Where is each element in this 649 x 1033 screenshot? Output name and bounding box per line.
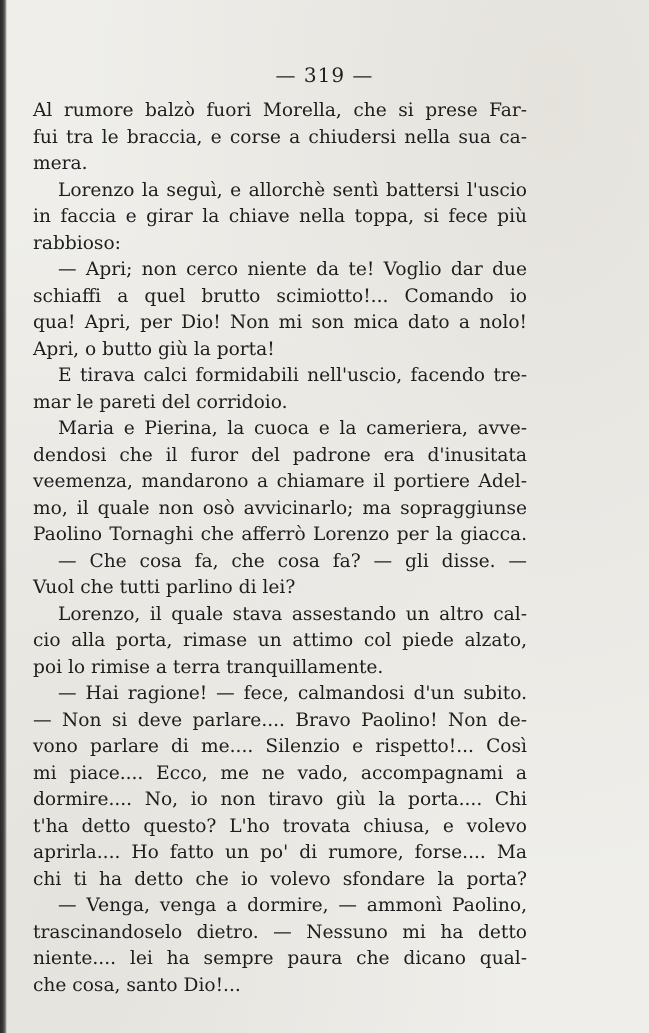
text-line: schiaffi a quel brutto scimiotto!... Comando io — [33, 285, 527, 307]
text-line: mi piace.... Ecco, me ne vado, accompagnami a — [33, 762, 527, 784]
text-line: in faccia e girar la chiave nella toppa, si fece più — [33, 206, 527, 227]
text-line: Lorenzo, il quale stava assestando un altro cal- — [58, 603, 527, 625]
text-line: rabbioso: — [33, 232, 121, 254]
text-line: qua! Apri, per Dio! Non mi son mica dato a nolo! — [33, 312, 527, 333]
page-number: — 319 — — [275, 63, 374, 87]
text-line: Apri, o butto giù la porta! — [33, 338, 275, 360]
text-line: cio alla porta, rimase un attimo col piede alzato, — [33, 630, 527, 651]
text-line: mera. — [33, 153, 88, 174]
text-line: dendosi che il furor del padrone era d'inusitata — [33, 444, 527, 466]
text-line: poi lo rimise a terra tranquillamente. — [33, 656, 384, 678]
text-line: niente.... lei ha sempre paura che dicano qual- — [33, 948, 527, 969]
text-line: — Apri; non cerco niente da te! Voglio dar due — [58, 259, 527, 280]
text-line: — Che cosa fa, che cosa fa? — gli disse. — — [58, 550, 527, 572]
text-line: mar le pareti del corridoio. — [33, 391, 288, 413]
body-text — [33, 98, 527, 999]
text-line: chi ti ha detto che io volevo sfondare la porta? — [33, 868, 527, 890]
text-line: dormire.... No, io non tiravo giù la porta.... Chi — [33, 789, 527, 810]
text-line: — Hai ragione! — fece, calmandosi d'un subito. — [58, 683, 527, 704]
page-binding-edge — [0, 0, 7, 1033]
text-line: che cosa, santo Dio!... — [33, 974, 241, 996]
text-line: fui tra le braccia, e corse a chiudersi nella sua ca- — [33, 126, 527, 148]
text-line: Maria e Pierina, la cuoca e la cameriera, avve- — [58, 418, 527, 439]
text-line: — Venga, venga a dormire, — ammonì Paolino, — [58, 895, 527, 916]
text-line: Lorenzo la seguì, e allorchè sentì battersi l'uscio — [58, 179, 527, 201]
text-line: aprirla.... Ho fatto un po' di rumore, forse.... Ma — [33, 842, 527, 863]
text-line: vono parlare di me.... Silenzio e rispetto!... Così — [33, 736, 527, 757]
text-line: trascinandoselo dietro. — Nessuno mi ha detto — [33, 921, 527, 943]
text-line: E tirava calci formidabili nell'uscio, facendo tre- — [58, 365, 527, 386]
text-line: mo, il quale non osò avvicinarlo; ma sopraggiunse — [33, 497, 527, 519]
text-line: Vuol che tutti parlino di lei? — [33, 577, 296, 598]
text-line: t'ha detto questo? L'ho trovata chiusa, e volevo — [33, 815, 527, 837]
text-line: Paolino Tornaghi che afferrò Lorenzo per la giacca. — [33, 524, 527, 545]
text-line: veemenza, mandarono a chiamare il portiere Adel- — [33, 471, 527, 492]
text-line: — Non si deve parlare.... Bravo Paolino! Non de- — [33, 709, 527, 731]
text-line: Al rumore balzò fuori Morella, che si prese Far- — [33, 100, 527, 121]
